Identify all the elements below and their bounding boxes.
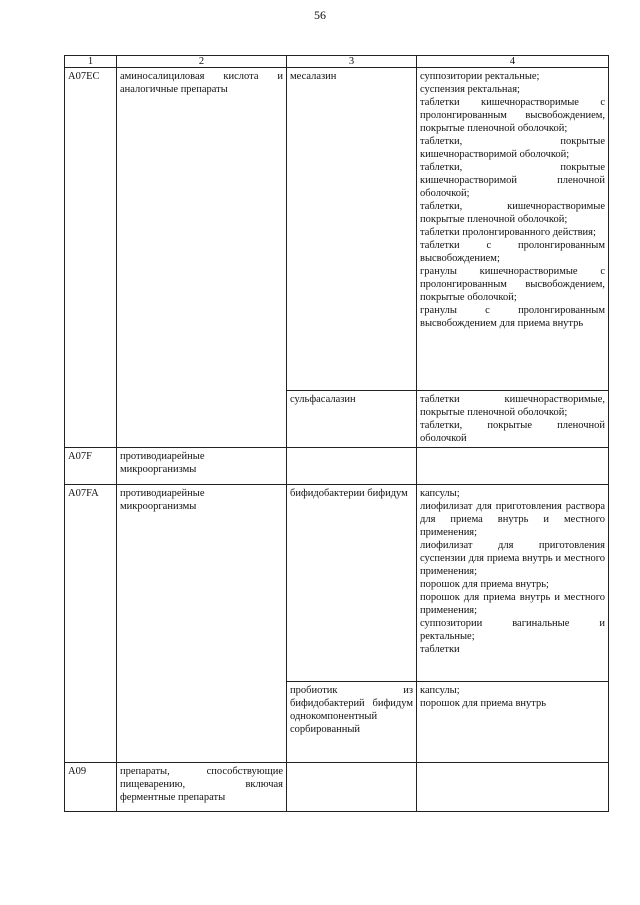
- atc-code-cell: A07FA: [65, 485, 117, 763]
- dosage-form: суппозитории вагинальные и ректальные;: [420, 618, 605, 642]
- dosage-form: капсулы;: [420, 488, 460, 499]
- dosage-form: таблетки, кишечнорастворимые покрытые пленочной оболочкой;: [420, 201, 605, 225]
- dosage-form: суппозитории ректальные;: [420, 71, 540, 82]
- dosage-form: капсулы;: [420, 685, 460, 696]
- column-header: 3: [287, 56, 417, 68]
- drug-name-cell: месалазин: [287, 68, 417, 391]
- dosage-form: порошок для приема внутрь и местного применения;: [420, 592, 605, 616]
- dosage-forms-cell: [417, 448, 609, 485]
- drug-name-cell: бифидобактерии бифидум: [287, 485, 417, 682]
- dosage-forms-cell: [417, 485, 609, 682]
- dosage-form: таблетки с пролонгированным высвобождением;: [420, 240, 605, 264]
- drug-name-cell: [287, 448, 417, 485]
- dosage-form: порошок для приема внутрь;: [420, 579, 549, 590]
- group-name-cell: аминосалициловая кислота и аналогичные препараты: [117, 68, 287, 448]
- dosage-forms-cell: [417, 68, 609, 391]
- table-row: [65, 485, 609, 682]
- dosage-form: гранулы кишечнорастворимые с пролонгированным высвобождением, покрытые оболочкой;: [420, 266, 605, 303]
- dosage-form: таблетки: [420, 644, 460, 655]
- column-header: 4: [417, 56, 609, 68]
- group-name-cell: противодиарейные микроорганизмы: [117, 448, 287, 485]
- group-name-cell: противодиарейные микроорганизмы: [117, 485, 287, 763]
- dosage-forms-cell: [417, 763, 609, 812]
- dosage-form: лиофилизат для приготовления раствора для приема внутрь и местного применения;: [420, 501, 605, 538]
- dosage-form: суспензия ректальная;: [420, 84, 520, 95]
- table-row: [65, 68, 609, 391]
- atc-code-cell: A07F: [65, 448, 117, 485]
- dosage-forms-cell: [417, 682, 609, 763]
- group-name-cell: препараты, способствующие пищеварению, включая ферментные препараты: [117, 763, 287, 812]
- dosage-form: гранулы с пролонгированным высвобождением для приема внутрь: [420, 305, 605, 329]
- dosage-form: лиофилизат для приготовления суспензии для приема внутрь и местного применения;: [420, 540, 605, 577]
- dosage-forms-cell: [417, 391, 609, 448]
- dosage-form: таблетки, покрытые пленочной оболочкой: [420, 420, 605, 444]
- drug-name-cell: пробиотик из бифидобактерий бифидум однокомпонентный сорбированный: [287, 682, 417, 763]
- dosage-form: таблетки кишечнорастворимые, покрытые пленочной оболочкой;: [420, 394, 605, 418]
- dosage-form: таблетки, покрытые кишечнорастворимой оболочкой;: [420, 136, 605, 160]
- medication-table: [64, 55, 609, 812]
- table-row: [65, 763, 609, 812]
- atc-code-cell: A07EC: [65, 68, 117, 448]
- drug-name-cell: [287, 763, 417, 812]
- dosage-form: таблетки пролонгированного действия;: [420, 227, 596, 238]
- table-row: [65, 448, 609, 485]
- dosage-form: порошок для приема внутрь: [420, 698, 547, 709]
- dosage-form: таблетки, покрытые кишечнорастворимой пленочной оболочкой;: [420, 162, 605, 199]
- drug-name-cell: сульфасалазин: [287, 391, 417, 448]
- column-header: 1: [65, 56, 117, 68]
- table-header-row: [65, 56, 609, 68]
- column-header: 2: [117, 56, 287, 68]
- atc-code-cell: A09: [65, 763, 117, 812]
- dosage-form: таблетки кишечнорастворимые с пролонгированным высвобождением, покрытые пленочной оболочкой;: [420, 97, 605, 134]
- page-number: 56: [314, 8, 326, 22]
